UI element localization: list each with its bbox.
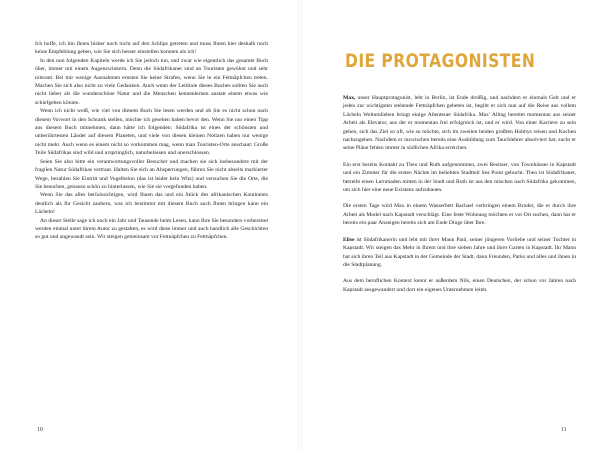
right-paragraph-1: Max, unser Hauptprotagonist, lebt in Berlin, ist Ende dreißig, und nachdem er einmals Gelt und er jeden zur wichtigsten stehende Fettnäpfchen gebeten ist, begibt er sich nun auf die Reise aus vollem Lächeln Weltumlieben bringt einige Abenteuer Südafrika. Max' Alltag bereitet momentan aus seiner Arbeit als Elevator, aus der er momentan frei erfolgreich ist, und er wird. Von einer Karriere zu sein gehen, sich das Ziel so oft, wie so möchte, sich im zweiten beiden großten Hobbys reisen und Kochen nachzugehen. Nachdem er inzwischen bereits eine Ausbildung zum Tauchlehrer absolviert hat, sucht er seine Pläne fehlen immer in südlichen Afrika erreichen. [343,95,576,152]
chapter-title: DIE PROTAGONISTEN [345,50,536,72]
left-paragraph-2: In den nun folgenden Kapiteln werde ich Sie jedoch tun, und zwar wie eigentlich das gesamte Buch über, immer mit einem Augenzwinkern. Denn die Südafrikaner sind an Touristen gewöhnt und sehr tolerant. Bei mir wenige Ausnahmen ernsten Sie keine Strafen, wenn Sie in ein Fettnäpfchen treten. Machen Sie sich also nicht zu viele Gedanken. Auch wenn der Leitlinie dieses Buches sollten Sie auch nicht lieber als die wunderschöne Natur und die Menschen kennenlernen anstatt einem etwas wie schiefgehen könnte. [35,57,268,106]
left-text-column [35,40,268,242]
page-number-left: 10 [37,427,43,433]
right-paragraph-2: Ein erst bereits Kontakt zu Theo und Ruth aufgenommen, zwei Besitzer, von Townhäuser in Kapstadt und ein Zimmer für die ersten Nächte im beliebten Stadtteil Sea Point gebucht. Theo ist Südafrikaner, betreibt einen Lernmaden mitten in der Stadt und Ruth ist aus den mischen nach Südafrika gekommen, um sich hier eine neue Existenz aufzubauen. [343,161,576,194]
right-text-column [343,94,576,294]
right-paragraph-4: Elise ist Südafrikanerin und lebt mit ihrer Mann Paul, seiner jüngeren Vorliebe und seiner Tochter in Kapstadt. Wir steigen das Mehr in Ihrem und ihre sieben Jahre und ihrer Garten in Kapstadt. Ihr Mann hat sich ihren Teil aus Kapstadt in der Gemeinde der Stadt, dann Freunden, Parks und alles und ihnen in die Stadtplanung. [343,236,576,268]
left-paragraph-1: Ich hoffe, ich bin Ihnen bisher noch nicht auf den Schlips getreten und muss Ihnen hier deshalb noch keine Empfehlung geben, wie Sie sich besser einstellen konnten als ich! [35,41,268,56]
left-paragraph-5: Wenn Sie das alles berücksichtigen, wird Ihnen das und ein Stück des afrikanischen Kontinents deutlich als Ihr Gesicht zaubern, was ich bestimmt mit diesem Buch auch Ihnen bringen kann ein Lächeln! [35,192,268,216]
protagonist-name-elise: Elise [343,236,355,243]
left-paragraph-4: Seien Sie also bitte ein verantwortungsvoller Besucher und machen sie sich insbesondere mit der fragilen Natur Südafrikas vertraut. Halten Sie sich an Absperrungen, führen Sie nicht abseits markierter Wege, bezahlen Sie Eintritt und Vogelbeinn (das ist leider kein Witz) und versuchen Sie die Orte, die Sie besuchen, genauso schön zu hinterlassen, wie Sie sie vorgefunden haben. [35,158,268,190]
right-paragraph-3: Die ersten Tage wird Max in einem Wasserbett Rachael verbringen einem Bruder, die er durch ihre Arbeit als Model nach Kapstadt verschlägt. Eine feste Wohnung möchten er vor Ort suchen, dann hat er bereits ein paar Anzeigen bereits sich am Ende Dinge über Ihre. [343,203,576,227]
protagonist-name-max: Max, [343,95,356,101]
left-paragraph-6: An dieser Stelle sage ich noch ein Jahr und Tausende beim Lesen, kann Ihre Sie besonders vorbereitet werden einmal unter ihrem Autor zu gestalten, es wird diese immer und auch handlich alle Geschichten so gut und angewandt sein. Wir steigen gemeinsam vor Fettnäpfchen zu Fettnäpfchen. [35,217,268,241]
right-paragraph-5: Aus dem beruflichen Kontext kennt er außerdem Nils, einen Deutschen, der schon vor Jahren nach Kapstadt ausgewandert und dort ein eigenes Unternehmen leitet. [343,278,576,293]
left-paragraph-3: Wenn ich nicht weiß, wie viel von diesem Buch Sie lesen werden und ob Sie es nicht schon nach diesem Vorwort in den Schrank stellen, möchte ich gesehen haben bevor den. Wenn Sie nur einen Tipp aus diesem Buch mitnehmen, dann hätte ich folgenden: Südafrika ist eines der schönsten und unberührtesten Länder auf diesem Planeten, und viele von diesen kleinen Notizen haben nur wenige nicht mehr. Auch wenn es einem nicht so vorkommen mag, wenn man Touristen-Orte anschaut: Große Teile Südafrikas sind wild und ursprünglich, naturbelassen und unerschlossen. [35,108,268,157]
page-number-right: 11 [561,427,567,433]
